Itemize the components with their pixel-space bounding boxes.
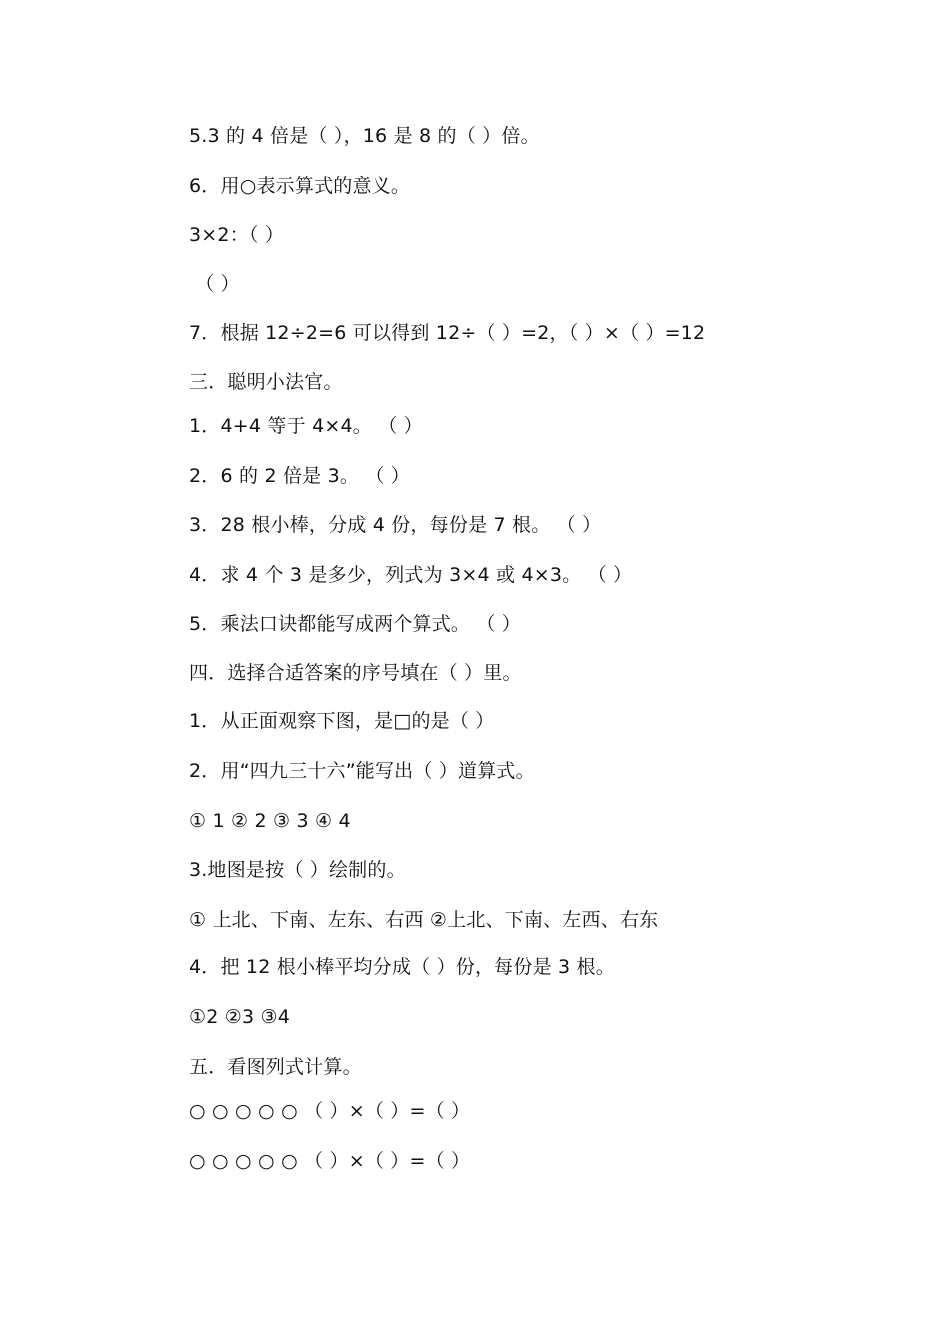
text-line: ○ ○ ○ ○ ○ （ ）×（ ）=（ ） [189,1100,471,1122]
text-line: 2．用“四九三十六”能写出（ ）道算式。 [189,760,535,782]
section-heading: 四．选择合适答案的序号填在（ ）里。 [189,662,522,684]
section-heading: 三．聪明小法官。 [189,371,343,393]
text-line: 4．求 4 个 3 是多少，列式为 3×4 或 4×3。 （ ） [189,564,633,586]
text-line: 3.地图是按（ ）绘制的。 [189,859,406,881]
text-line: 5.3 的 4 倍是（ ），16 是 8 的（ ）倍。 [189,125,540,147]
text-line: （ ） [189,273,240,295]
text-line: ① 上北、下南、左东、右西 ②上北、下南、左西、右东 [189,909,659,931]
text-line: 3．28 根小棒，分成 4 份，每份是 7 根。 （ ） [189,514,602,536]
text-line: ①2 ②3 ③4 [189,1006,291,1028]
text-line: ○ ○ ○ ○ ○ （ ）×（ ）=（ ） [189,1150,471,1172]
text-line: 3×2：（ ） [189,224,285,246]
text-line: 2．6 的 2 倍是 3。 （ ） [189,465,410,487]
text-line: 6．用○表示算式的意义。 [189,175,411,197]
text-line: 7．根据 12÷2=6 可以得到 12÷（ ）=2，（ ）×（ ）=12 [189,322,706,344]
text-line: 5．乘法口诀都能写成两个算式。 （ ） [189,613,521,635]
text-line: 4．把 12 根小棒平均分成（ ）份，每份是 3 根。 [189,956,615,978]
text-line: 1．4+4 等于 4×4。 （ ） [189,415,423,437]
text-line: 1．从正面观察下图，是□的是（ ） [189,710,495,732]
section-heading: 五．看图列式计算。 [189,1056,362,1078]
text-line: ① 1 ② 2 ③ 3 ④ 4 [189,810,351,832]
